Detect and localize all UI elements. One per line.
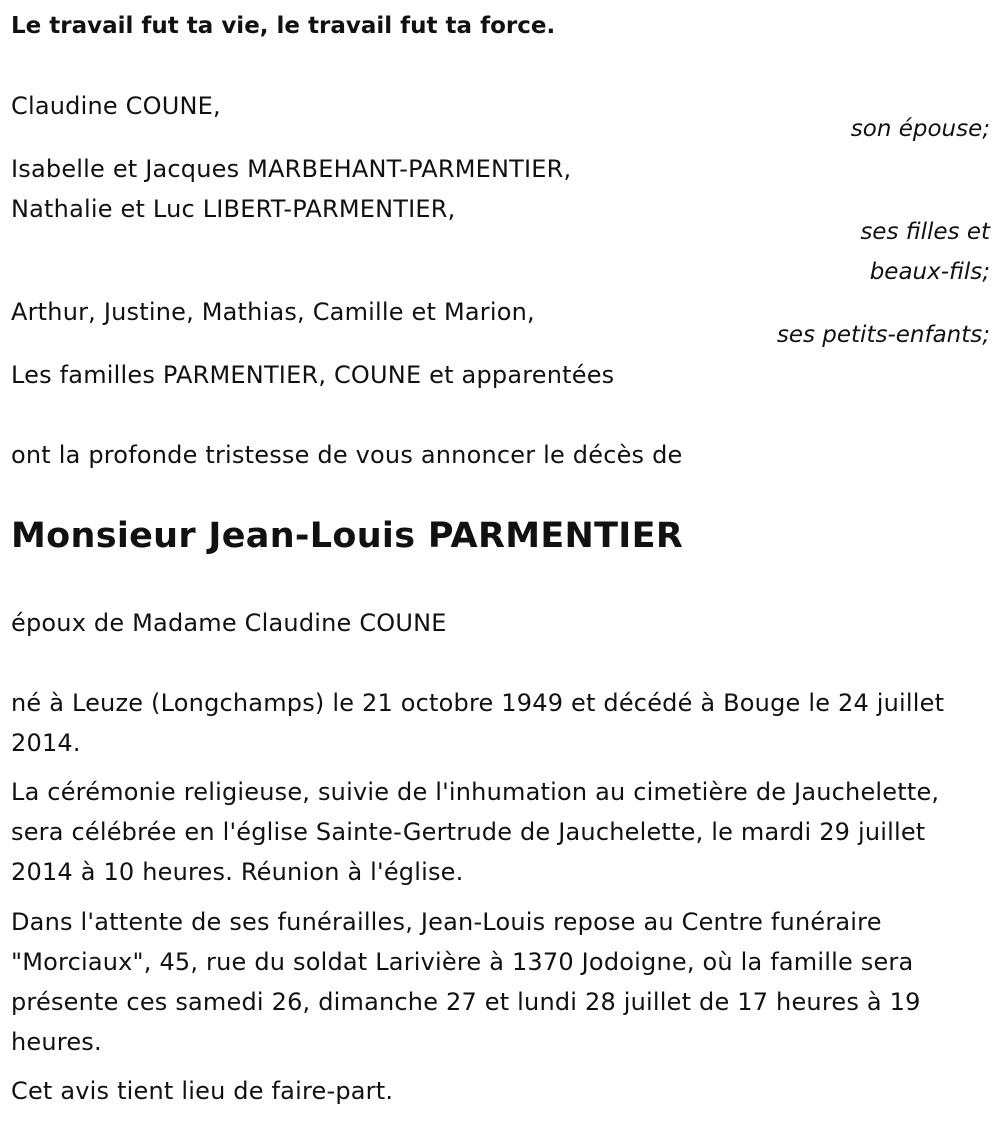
role-spouse: son épouse; [850,116,990,142]
family-member-daughter-2: Nathalie et Luc LIBERT-PARMENTIER, [11,195,456,223]
birth-death-paragraph: né à Leuze (Longchamps) le 21 octobre 1949 et décédé à Bouge le 24 juillet 2014. [11,689,945,757]
deceased-name: Monsieur Jean-Louis PARMENTIER [11,516,684,556]
motto: Le travail fut ta vie, le travail fut ta force. [11,13,556,39]
visitation-paragraph: Dans l'attente de ses funérailles, Jean-Louis repose au Centre funéraire "Morciaux", 45, rue du soldat Larivière à 1370 Jodoigne, où la famille sera présente ces samedi 26, dimanche 27 et lundi 28 juillet de 17 heures à 19 heures. [11,908,921,1056]
spouse-line: époux de Madame Claudine COUNE [11,609,447,637]
role-daughters-line-2: beaux-fils; [869,259,990,285]
announcement: ont la profonde tristesse de vous annoncer le décès de [11,441,683,469]
closing-line: Cet avis tient lieu de faire-part. [11,1077,394,1105]
family-member-families: Les familles PARMENTIER, COUNE et apparentées [11,361,615,389]
role-daughters-line-1: ses filles et [860,219,990,245]
family-member-daughter-1: Isabelle et Jacques MARBEHANT-PARMENTIER, [11,155,572,183]
family-member-spouse: Claudine COUNE, [11,92,221,120]
role-grandchildren: ses petits-enfants; [776,322,990,348]
ceremony-paragraph: La cérémonie religieuse, suivie de l'inhumation au cimetière de Jauchelette, sera célébrée en l'église Sainte-Gertrude de Jauchelette, le mardi 29 juillet 2014 à 10 heures. Réunion à l'église. [11,778,940,886]
family-member-grandchildren: Arthur, Justine, Mathias, Camille et Marion, [11,298,535,326]
